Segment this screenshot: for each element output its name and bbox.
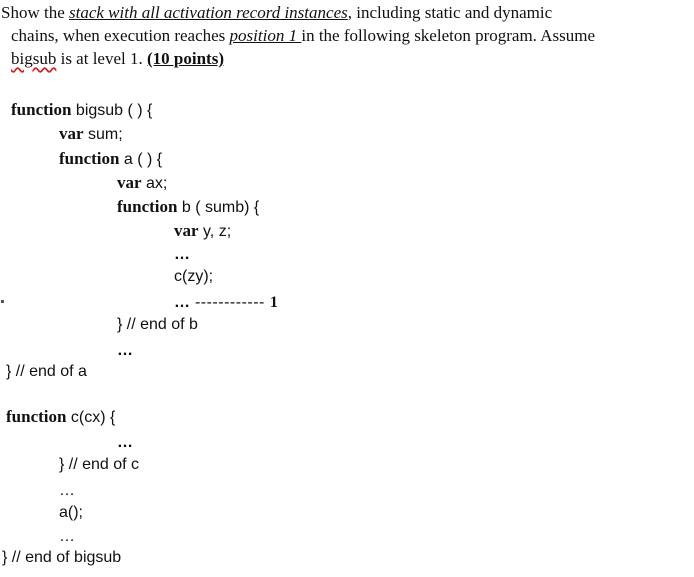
keyword-function: function	[6, 407, 67, 426]
question-text-part: chains, when execution reaches	[11, 26, 230, 45]
code-line-position-1	[174, 293, 278, 313]
keyword-function: function	[117, 197, 178, 216]
position-marker-dashes: ------------	[190, 294, 270, 311]
code-line-end-c: } // end of c	[59, 456, 140, 473]
code-line-a-signature	[59, 149, 162, 170]
code-line-a-call: a();	[59, 504, 83, 521]
spellcheck-word-bigsub: bigsub	[11, 49, 57, 68]
keyword-function: function	[59, 149, 120, 168]
position-marker-number: 1	[269, 294, 278, 311]
code-line-bigsub-signature	[11, 100, 152, 121]
margin-marker	[1, 300, 4, 303]
code-line-var-yz	[174, 221, 231, 242]
code-text: c(cx) {	[66, 409, 116, 426]
code-ellipsis: …	[117, 342, 133, 359]
code-text: a ( ) {	[119, 151, 163, 168]
question-text-part: Show the	[1, 3, 69, 22]
keyword-function: function	[11, 100, 72, 119]
code-text: y, z;	[198, 223, 232, 240]
points-label: (10 points)	[147, 49, 224, 68]
code-line-end-b: } // end of b	[117, 316, 198, 333]
question-text-part: , including static and dynamic	[347, 3, 553, 22]
code-line-c-signature	[6, 407, 115, 428]
code-ellipsis: …	[174, 294, 190, 311]
emphasis-stack-activation-records: stack with all activation record instances	[69, 3, 348, 22]
code-text: bigsub ( ) {	[71, 102, 153, 119]
code-ellipsis-thin: …	[59, 528, 75, 545]
code-ellipsis: …	[117, 434, 133, 451]
keyword-var: var	[59, 124, 84, 143]
code-ellipsis-thin: …	[59, 482, 75, 499]
code-line-end-bigsub: } // end of bigsub	[2, 549, 122, 566]
code-line-var-ax	[117, 173, 167, 194]
question-text-part: in the following skeleton program. Assume	[301, 26, 596, 45]
code-line-b-signature	[117, 197, 259, 218]
keyword-var: var	[174, 221, 199, 240]
code-text: sum;	[83, 126, 123, 143]
code-text: b ( sumb) {	[177, 199, 260, 216]
code-ellipsis: …	[174, 246, 190, 263]
keyword-var: var	[117, 173, 142, 192]
code-line-end-a: } // end of a	[6, 363, 87, 380]
question-text-part: is at level 1.	[56, 49, 147, 68]
emphasis-position-1: position 1	[229, 26, 302, 45]
code-line-var-sum	[59, 124, 123, 145]
code-text: ax;	[141, 175, 168, 192]
code-line-c-call: c(zy);	[174, 268, 214, 285]
